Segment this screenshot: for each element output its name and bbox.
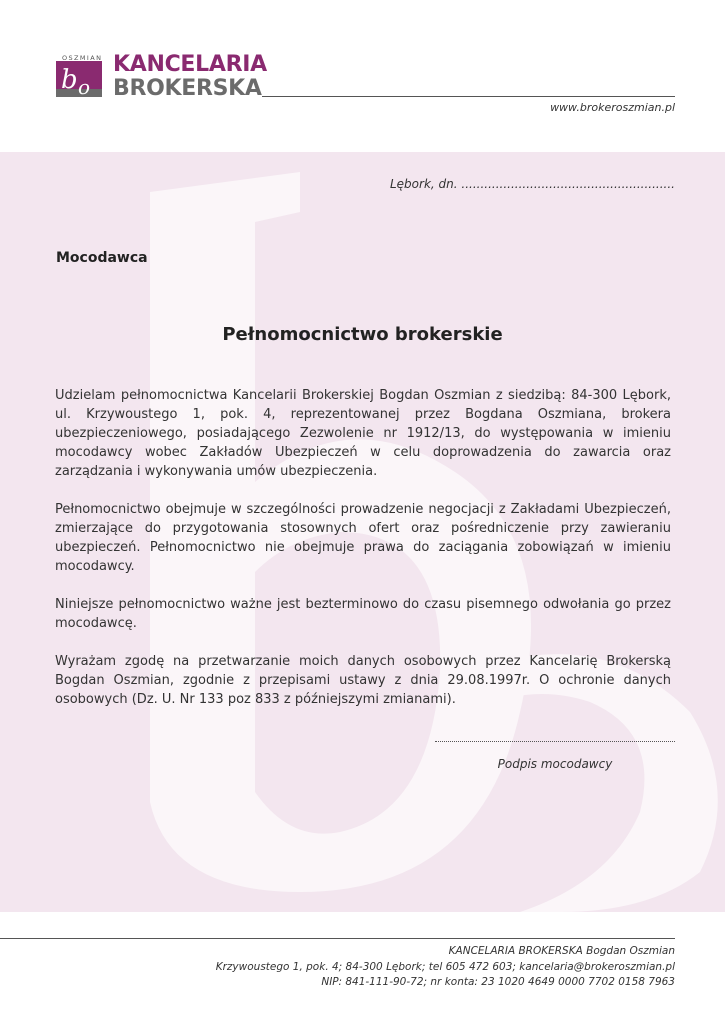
company-logo bbox=[56, 54, 271, 100]
place-date-dots: ........................................................ bbox=[461, 177, 675, 191]
paragraph-1: Udzielam pełnomocnictwa Kancelarii Brokerskiej Bogdan Oszmian z siedzibą: 84-300 Lębork, ul. Krzywoustego 1, pok. 4, reprezentowanej przez Bogdana Oszmiana, brokera ubezpieczeniowego, posiadającego Zezwolenie nr 1912/13, do występowania w imieniu mocodawcy wobec Zakładów Ubezpieczeń w celu doprowadzenia do zawarcia oraz zarządzania i wykonywania umów ubezpieczenia. bbox=[55, 388, 671, 479]
svg-text:o: o bbox=[78, 75, 91, 97]
header-divider bbox=[262, 96, 675, 97]
footer-divider bbox=[0, 938, 675, 939]
paragraph-2: Pełnomocnictwo obejmuje w szczególności prowadzenie negocjacji z Zakładami Ubezpieczeń, zmierzające do przygotowania stosownych ofert oraz pośredniczenie przy zawieraniu ubezpieczeń. Pełnomocnictwo nie obejmuje prawa do zaciągania zobowiązań w imieniu mocodawcy. bbox=[55, 502, 671, 574]
footer-company: KANCELARIA BROKERSKA Bogdan Oszmian bbox=[448, 945, 675, 957]
footer-address: Krzywoustego 1, pok. 4; 84-300 Lębork; tel 605 472 603; kancelaria@brokeroszmian.pl bbox=[215, 960, 675, 973]
logo-brokerska: BROKERSKA bbox=[113, 76, 262, 101]
footer bbox=[216, 944, 675, 991]
document-title: Pełnomocnictwo brokerskie bbox=[222, 324, 503, 345]
paragraph-4: Wyrażam zgodę na przetwarzanie moich danych osobowych przez Kancelarię Brokerską Bogdan Oszmian, zgodnie z przepisami ustawy z dnia 29.08.1997r. O ochronie danych osobowych (Dz. U. Nr 133 poz 833 z późniejszymi zmianami). bbox=[55, 654, 671, 707]
document-body bbox=[55, 386, 671, 728]
principal-label: Mocodawca bbox=[56, 250, 148, 266]
logo-small-text: OSZMIAN bbox=[62, 54, 103, 62]
logo-kancelaria: KANCELARIA bbox=[113, 52, 267, 77]
place-date-label: Lębork, dn. bbox=[389, 177, 458, 191]
signature-label: Podpis mocodawcy bbox=[497, 757, 613, 771]
paragraph-3: Niniejsze pełnomocnictwo ważne jest bezterminowo do czasu pisemnego odwołania go przez mocodawcę. bbox=[55, 597, 671, 631]
svg-text:b: b bbox=[61, 65, 78, 95]
signature-line[interactable] bbox=[435, 741, 675, 742]
website-link[interactable]: www.brokeroszmian.pl bbox=[550, 101, 675, 114]
place-date-field[interactable] bbox=[390, 177, 675, 191]
footer-account: NIP: 841-111-90-72; nr konta: 23 1020 4649 0000 7702 0158 7963 bbox=[321, 976, 675, 988]
bo-logo-icon bbox=[56, 61, 102, 97]
